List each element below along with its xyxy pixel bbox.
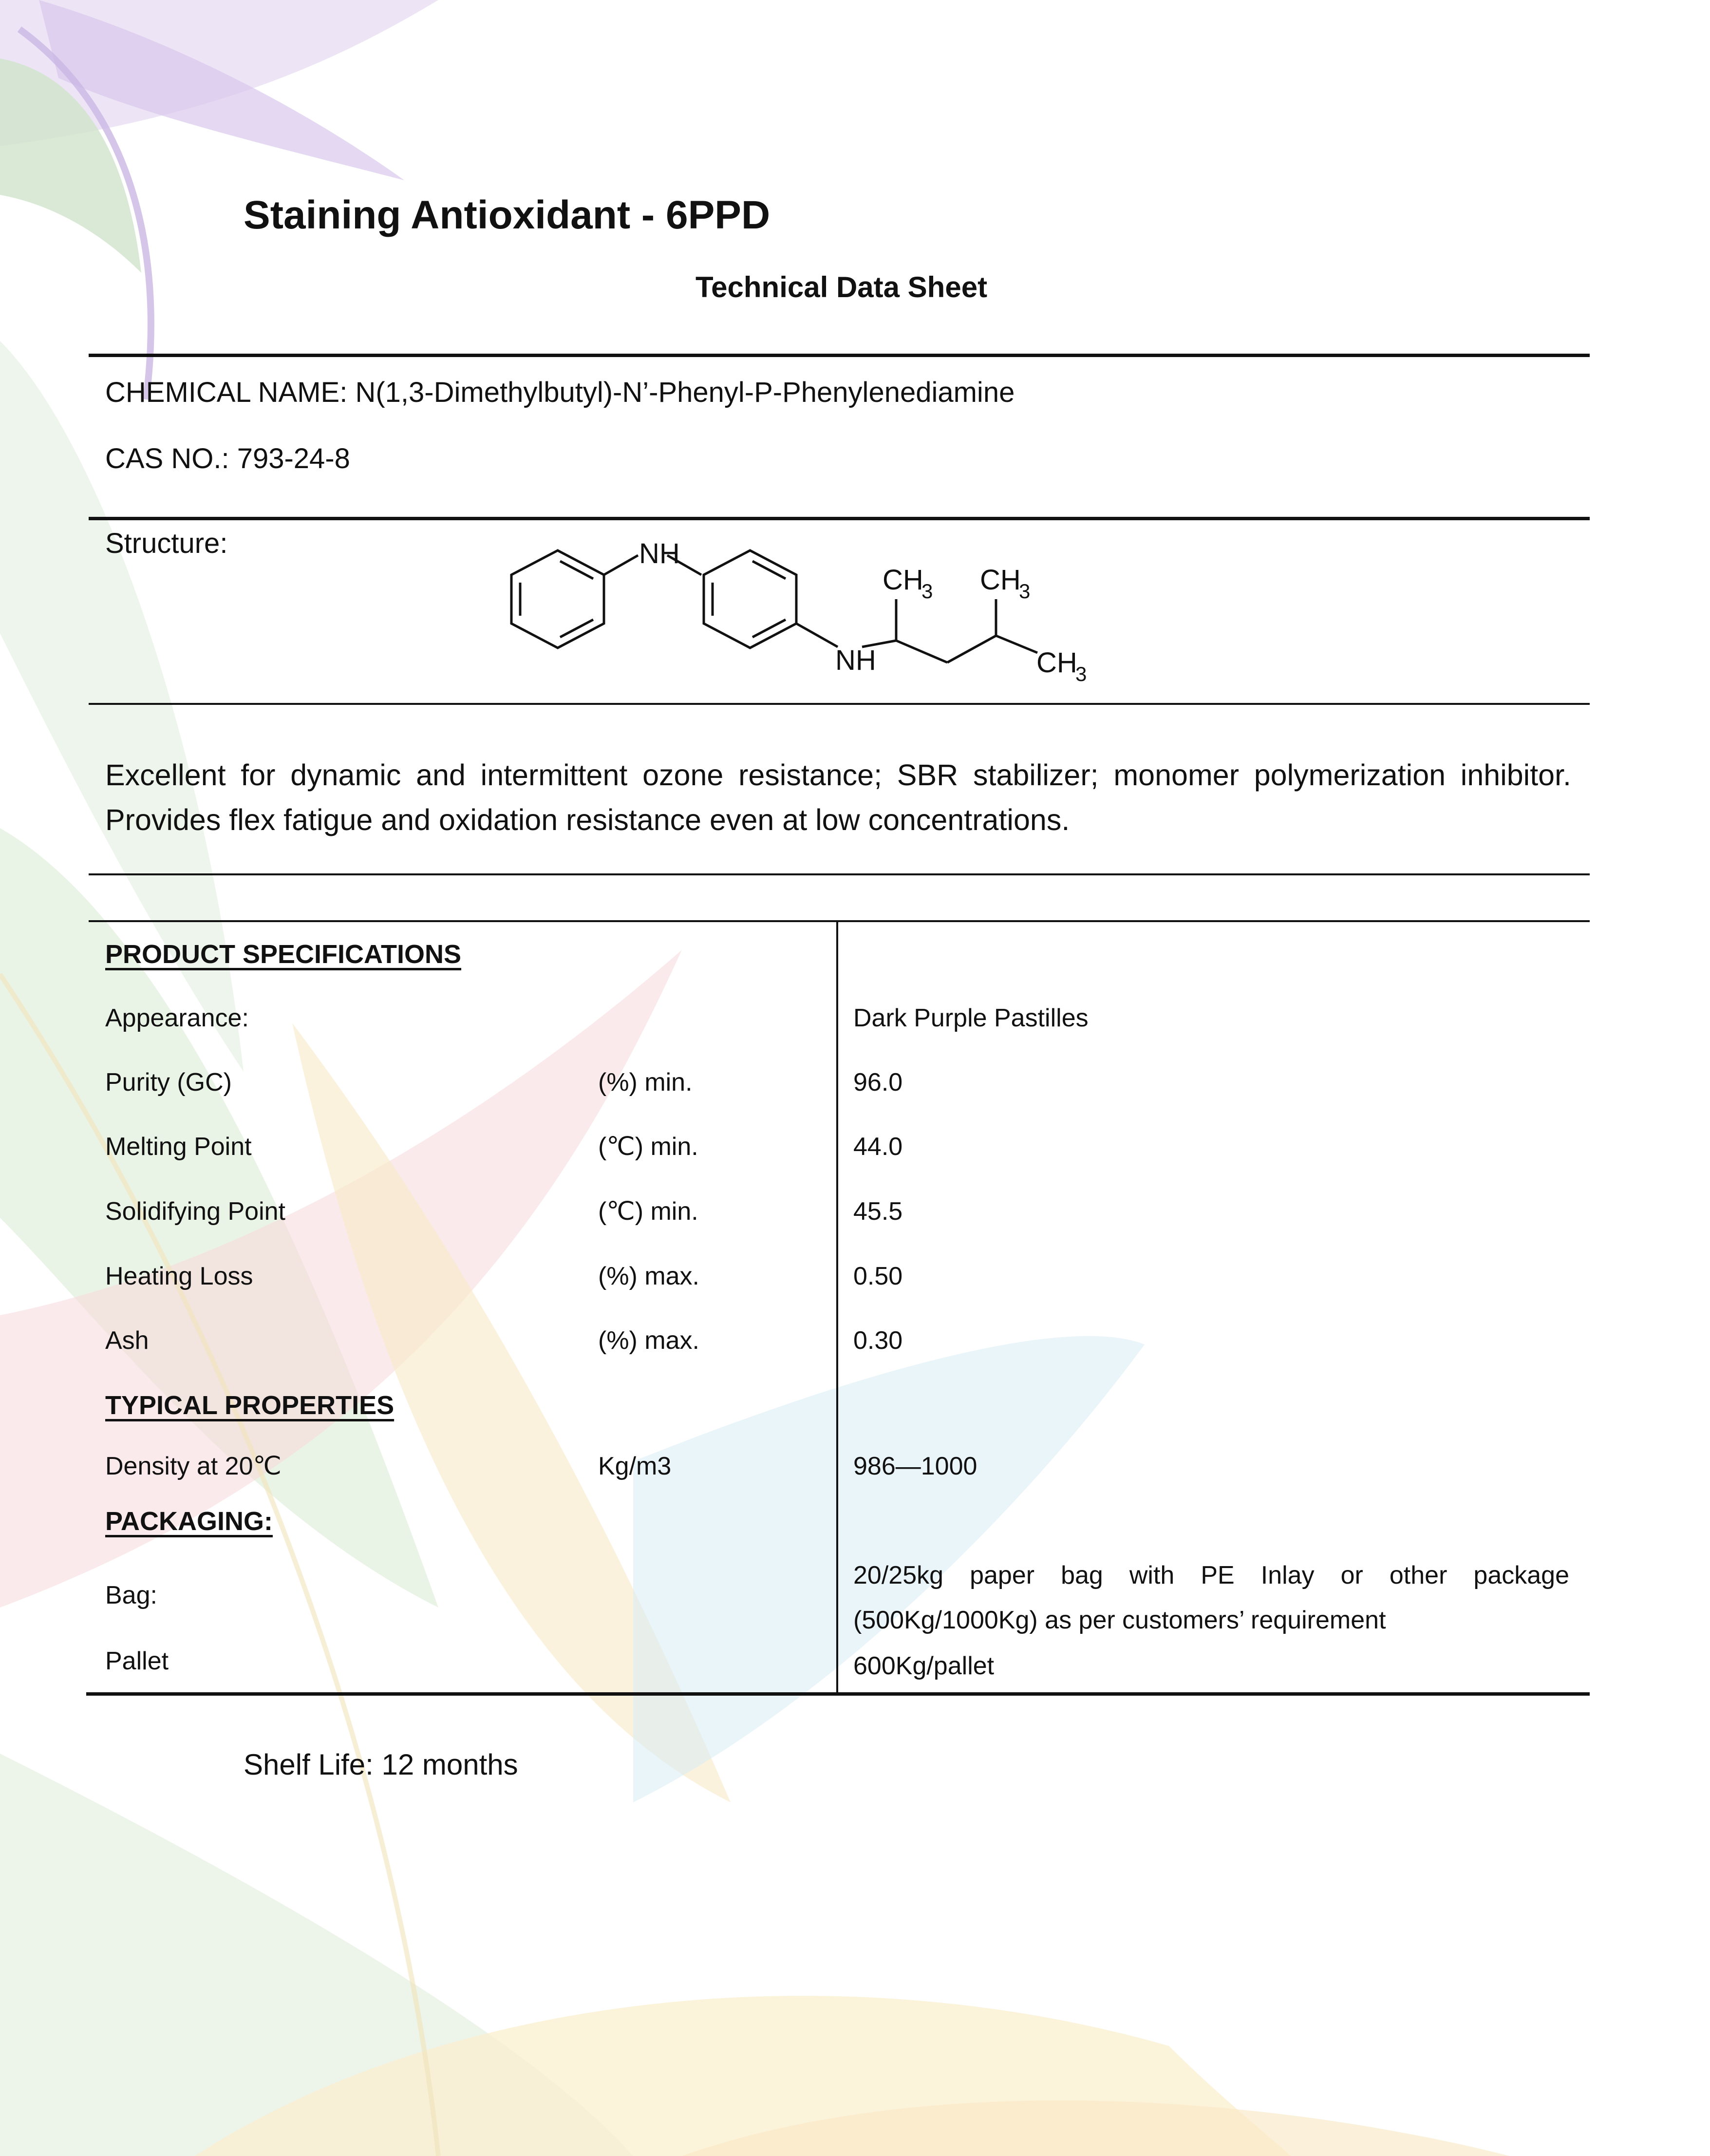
pallet-label: Pallet (105, 1647, 169, 1675)
atom-subscript: 3 (1075, 662, 1087, 685)
spec-value: 44.0 (853, 1133, 903, 1161)
document-subtitle: Technical Data Sheet (695, 271, 988, 303)
spec-value: 45.5 (853, 1197, 903, 1226)
spec-name: Ash (105, 1326, 149, 1355)
divider (89, 703, 1590, 705)
product-description: Excellent for dynamic and intermittent ozone resistance; SBR stabilizer; monomer polymerization inhibitor. Provides flex fatigue and oxidation resistance even at low concentrations. (105, 758, 1571, 836)
document-title: Staining Antioxidant - 6PPD (244, 193, 770, 237)
divider (89, 354, 1590, 357)
atom-subscript: 3 (921, 580, 933, 603)
shelf-life: Shelf Life: 12 months (244, 1748, 518, 1781)
spec-value: Dark Purple Pastilles (853, 1004, 1089, 1032)
atom-ch3: CH (883, 564, 923, 596)
spec-name: Density at 20℃ (105, 1452, 282, 1480)
bag-label: Bag: (105, 1581, 157, 1609)
chemical-name: CHEMICAL NAME: N(1,3-Dimethylbutyl)-N’-Phenyl-P-Phenylenediamine (105, 377, 1015, 408)
table-column-divider (836, 920, 838, 1692)
section-heading-packaging: PACKAGING: (105, 1507, 273, 1536)
spec-value: 96.0 (853, 1068, 903, 1097)
chemical-structure-diagram (487, 516, 1120, 711)
section-heading-specifications: PRODUCT SPECIFICATIONS (105, 940, 462, 969)
atom-nh-bottom: NH (835, 644, 876, 676)
spec-value: 986—1000 (853, 1452, 977, 1480)
spec-unit: (℃) min. (598, 1197, 698, 1226)
bag-value: 20/25kg paper bag with PE Inlay or other package (500Kg/1000Kg) as per customers’ requirement (853, 1561, 1569, 1634)
spec-unit: (%) max. (598, 1262, 699, 1290)
spec-value: 0.30 (853, 1326, 903, 1355)
spec-unit: (%) max. (598, 1326, 699, 1355)
spec-value: 0.50 (853, 1262, 903, 1290)
section-heading-typical-properties: TYPICAL PROPERTIES (105, 1391, 395, 1420)
spec-name: Solidifying Point (105, 1197, 285, 1226)
divider (89, 873, 1590, 875)
cas-number: CAS NO.: 793-24-8 (105, 443, 350, 474)
spec-unit: (%) min. (598, 1068, 693, 1097)
spec-unit: (℃) min. (598, 1133, 698, 1161)
spec-unit: Kg/m3 (598, 1452, 672, 1480)
atom-ch3: CH (980, 564, 1021, 596)
spec-name: Purity (GC) (105, 1068, 232, 1097)
spec-name: Melting Point (105, 1133, 252, 1161)
spec-name: Heating Loss (105, 1262, 253, 1290)
table-top-border (89, 920, 1590, 922)
atom-subscript: 3 (1019, 580, 1031, 603)
spec-name: Appearance: (105, 1004, 249, 1032)
pallet-value: 600Kg/pallet (853, 1652, 995, 1680)
atom-ch3: CH (1036, 647, 1077, 679)
structure-label: Structure: (105, 528, 228, 559)
atom-nh-top: NH (639, 538, 680, 569)
table-bottom-border (86, 1692, 1590, 1696)
